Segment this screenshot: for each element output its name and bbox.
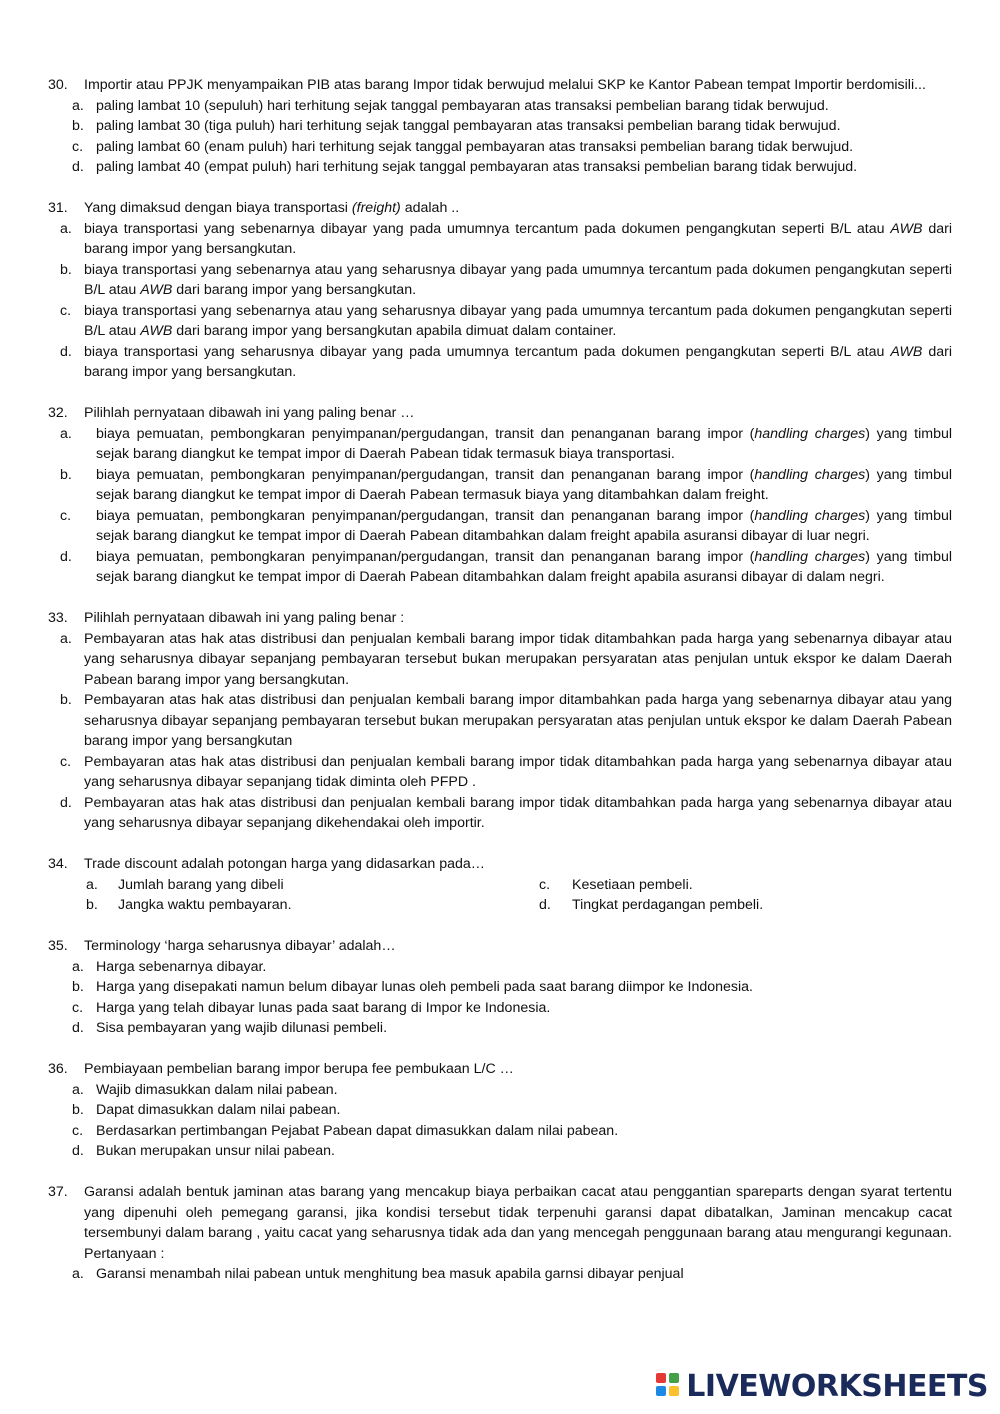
option-a[interactable]: [72, 957, 952, 978]
question-text: Pilihlah pernyataan dibawah ini yang paling benar …: [84, 405, 415, 421]
question-number: 34.: [48, 856, 68, 872]
option-a[interactable]: [72, 1080, 952, 1101]
option-letter: c.: [539, 876, 551, 893]
option-text: biaya pemuatan, pembongkaran penyimpanan/pergudangan, transit dan penanganan barang impor (handling charges) yang timbul sejak barang diangkut ke tempat impor di Daerah Pabean tidak termasuk biaya transportasi.: [96, 425, 953, 462]
option-letter: d.: [72, 1143, 84, 1159]
question-number: 37.: [48, 1184, 68, 1200]
option-text: Dapat dimasukkan dalam nilai pabean.: [96, 1102, 341, 1118]
question-number: 31.: [48, 200, 68, 216]
option-text: Jumlah barang yang dibeli: [118, 876, 284, 893]
option-letter: d.: [539, 897, 551, 913]
option-letter: c.: [60, 753, 72, 770]
option-text: Bukan merupakan unsur nilai pabean.: [96, 1143, 335, 1159]
question-text: Yang dimaksud dengan biaya transportasi (freight) adalah ..: [84, 200, 460, 216]
question-text: Garansi adalah bentuk jaminan atas barang yang mencakup biaya perbaikan cacat atau penggantian spareparts dengan syarat tertentu yang dipenuhi oleh pemegang garansi, jika kondisi tersebut tidak terpenuhi garansi dapat dibatalkan, Jaminan mencakup cacat tersembunyi dalam barang , yaitu cacat yang seharusnya tidak ada dan yang mencegah penggunaan barang atau mengurangi kegunaan. Pertanyaan :: [84, 1184, 952, 1262]
option-text: Harga sebenarnya dibayar.: [96, 958, 267, 975]
option-letter: b.: [72, 979, 84, 995]
option-text: paling lambat 60 (enam puluh) hari terhitung sejak tanggal pembayaran atas transaksi pembelian barang tidak berwujud.: [96, 138, 854, 155]
option-d[interactable]: [72, 1141, 952, 1162]
option-a[interactable]: [60, 629, 952, 691]
option-letter: c.: [60, 302, 72, 319]
option-d[interactable]: [72, 157, 952, 178]
option-letter: b.: [86, 897, 98, 913]
option-text: paling lambat 10 (sepuluh) hari terhitung sejak tanggal pembayaran atas transaksi pembelian barang tidak berwujud.: [96, 97, 829, 114]
option-b[interactable]: [72, 1100, 952, 1121]
option-letter: d.: [72, 159, 84, 175]
question-34: [48, 854, 952, 916]
option-text: Sisa pembayaran yang wajib dilunasi pembeli.: [96, 1020, 388, 1036]
question-30: [48, 75, 952, 178]
question-36: [48, 1059, 952, 1162]
option-c[interactable]: [60, 301, 952, 342]
option-text: Berdasarkan pertimbangan Pejabat Pabean dapat dimasukkan dalam nilai pabean.: [96, 1122, 619, 1139]
option-letter: a.: [72, 1266, 84, 1282]
option-letter: c.: [72, 999, 84, 1016]
option-b[interactable]: [72, 116, 952, 137]
option-letter: c.: [60, 507, 72, 524]
option-letter: a.: [72, 97, 84, 114]
option-letter: d.: [60, 794, 72, 811]
option-text: Garansi menambah nilai pabean untuk menghitung bea masuk apabila garnsi dibayar penjual: [96, 1266, 684, 1282]
option-letter: c.: [72, 138, 84, 155]
question-31: [48, 198, 952, 383]
option-letter: c.: [72, 1122, 84, 1139]
liveworksheets-logo[interactable]: [656, 1370, 988, 1402]
question-33: [48, 608, 952, 834]
option-letter: a.: [72, 1081, 84, 1098]
question-number: 32.: [48, 405, 68, 421]
question-text: Pembiayaan pembelian barang impor berupa fee pembukaan L/C …: [84, 1061, 514, 1077]
option-d[interactable]: [60, 342, 952, 383]
question-text: Terminology ‘harga seharusnya dibayar’ adalah…: [84, 938, 396, 954]
option-b[interactable]: [60, 260, 952, 301]
option-text: Wajib dimasukkan dalam nilai pabean.: [96, 1081, 338, 1098]
option-letter: a.: [60, 220, 72, 237]
option-letter: d.: [60, 548, 72, 565]
option-c[interactable]: [539, 875, 952, 896]
question-32: [48, 403, 952, 588]
option-d[interactable]: [72, 1018, 952, 1039]
option-text: Pembayaran atas hak atas distribusi dan penjualan kembali barang impor tidak ditambahkan pada harga yang sebenarnya dibayar atau yang seharusnya dibayar sepanjang tidak diminta oleh PFPD .: [84, 753, 952, 790]
option-text: paling lambat 30 (tiga puluh) hari terhitung sejak tanggal pembayaran atas transaksi pembelian barang tidak berwujud.: [96, 118, 841, 134]
option-letter: d.: [72, 1020, 84, 1036]
question-text: Trade discount adalah potongan harga yang didasarkan pada…: [84, 856, 485, 872]
option-letter: a.: [60, 630, 72, 647]
question-text: Pilihlah pernyataan dibawah ini yang paling benar :: [84, 610, 405, 626]
option-b[interactable]: [72, 977, 952, 998]
option-a[interactable]: [60, 219, 952, 260]
option-letter: b.: [60, 692, 72, 708]
option-text: Tingkat perdagangan pembeli.: [572, 897, 764, 913]
option-text: biaya transportasi yang sebenarnya atau yang seharusnya dibayar yang pada umumnya tercantum pada dokumen pengangkutan seperti B/L atau AWB dari barang impor yang bersangkutan.: [84, 261, 952, 298]
option-letter: b.: [72, 1102, 84, 1118]
option-text: biaya pemuatan, pembongkaran penyimpanan/pergudangan, transit dan penanganan barang impor (handling charges) yang timbul sejak barang diangkut ke tempat impor di Daerah Pabean ditambahkan dalam freight apabila asuransi dibayar di dalam negri.: [96, 548, 953, 585]
option-d[interactable]: [60, 547, 952, 588]
option-text: Kesetiaan pembeli.: [572, 876, 693, 893]
question-text: Importir atau PPJK menyampaikan PIB atas barang Impor tidak berwujud melalui SKP ke Kantor Pabean tempat Importir berdomisili...: [84, 77, 926, 93]
question-number: 35.: [48, 938, 68, 954]
option-c[interactable]: [60, 506, 952, 547]
option-text: biaya transportasi yang sebenarnya dibayar yang pada umumnya tercantum pada dokumen pengangkutan seperti B/L atau AWB dari barang impor yang bersangkutan.: [84, 220, 953, 257]
option-c[interactable]: [72, 1121, 952, 1142]
option-text: biaya pemuatan, pembongkaran penyimpanan/pergudangan, transit dan penanganan barang impor (handling charges) yang timbul sejak barang diangkut ke tempat impor di Daerah Pabean ditambahkan dalam freight apabila asuransi dibayar di luar negri.: [96, 507, 953, 544]
option-a[interactable]: [72, 1264, 952, 1285]
liveworksheets-logo-text: LIVEWORKSHEETS: [686, 1368, 988, 1404]
question-37: [48, 1182, 952, 1285]
option-b[interactable]: [60, 690, 952, 752]
liveworksheets-logo-icon: [656, 1373, 682, 1399]
option-text: biaya pemuatan, pembongkaran penyimpanan/pergudangan, transit dan penanganan barang impor (handling charges) yang timbul sejak barang diangkut ke tempat impor di Daerah Pabean termasuk biaya yang ditambahkan dalam freight.: [96, 466, 953, 503]
option-text: biaya transportasi yang seharusnya dibayar yang pada umumnya tercantum pada dokumen pengangkutan seperti B/L atau AWB dari barang impor yang bersangkutan.: [84, 343, 952, 380]
option-letter: a.: [72, 958, 84, 975]
option-d[interactable]: [60, 793, 952, 834]
option-letter: a.: [86, 876, 98, 893]
option-a[interactable]: [60, 424, 952, 465]
option-text: Harga yang disepakati namun belum dibayar lunas oleh pembeli pada saat barang diimpor ke Indonesia.: [96, 979, 753, 995]
option-b[interactable]: [60, 465, 952, 506]
question-number: 36.: [48, 1061, 68, 1077]
option-letter: a.: [60, 425, 72, 442]
option-letter: b.: [60, 261, 72, 278]
question-number: 30.: [48, 77, 68, 93]
option-text: Harga yang telah dibayar lunas pada saat barang di Impor ke Indonesia.: [96, 999, 551, 1016]
option-c[interactable]: [72, 137, 952, 158]
option-letter: d.: [60, 343, 72, 360]
option-a[interactable]: [86, 875, 539, 896]
option-b[interactable]: [86, 895, 539, 916]
option-text: paling lambat 40 (empat puluh) hari terhitung sejak tanggal pembayaran atas transaksi pembelian barang tidak berwujud.: [96, 159, 858, 175]
option-text: biaya transportasi yang sebenarnya atau yang seharusnya dibayar yang pada umumnya tercantum pada dokumen pengangkutan seperti B/L atau AWB dari barang impor yang bersangkutan apabila dimuat dalam container.: [84, 302, 952, 339]
question-number: 33.: [48, 610, 68, 626]
worksheet-page: [48, 75, 952, 1305]
option-c[interactable]: [60, 752, 952, 793]
option-text: Pembayaran atas hak atas distribusi dan penjualan kembali barang impor tidak ditambahkan pada harga yang sebenarnya dibayar atau yang seharusnya dibayar sepanjang pembayaran tersebut bukan merupakan persyaratan atas penjulan untuk ekspor ke dalam Daerah Pabean barang impor yang bersangkutan.: [84, 630, 952, 688]
option-letter: b.: [60, 466, 72, 483]
option-text: Jangka waktu pembayaran.: [118, 897, 292, 913]
option-a[interactable]: [72, 96, 952, 117]
option-c[interactable]: [72, 998, 952, 1019]
option-text: Pembayaran atas hak atas distribusi dan penjualan kembali barang impor ditambahkan pada harga yang sebenarnya dibayar atau yang seharusnya dibayar sepanjang pembayaran tersebut bukan merupakan persyaratan atas penjulan untuk ekspor ke dalam Daerah Pabean barang impor yang bersangkutan: [84, 692, 952, 749]
question-35: [48, 936, 952, 1039]
option-d[interactable]: [539, 895, 952, 916]
option-text: Pembayaran atas hak atas distribusi dan penjualan kembali barang impor tidak ditambahkan pada harga yang sebenarnya dibayar atau yang seharusnya dibayar sepanjang dikehendakai oleh importir.: [84, 794, 952, 831]
option-letter: b.: [72, 118, 84, 134]
